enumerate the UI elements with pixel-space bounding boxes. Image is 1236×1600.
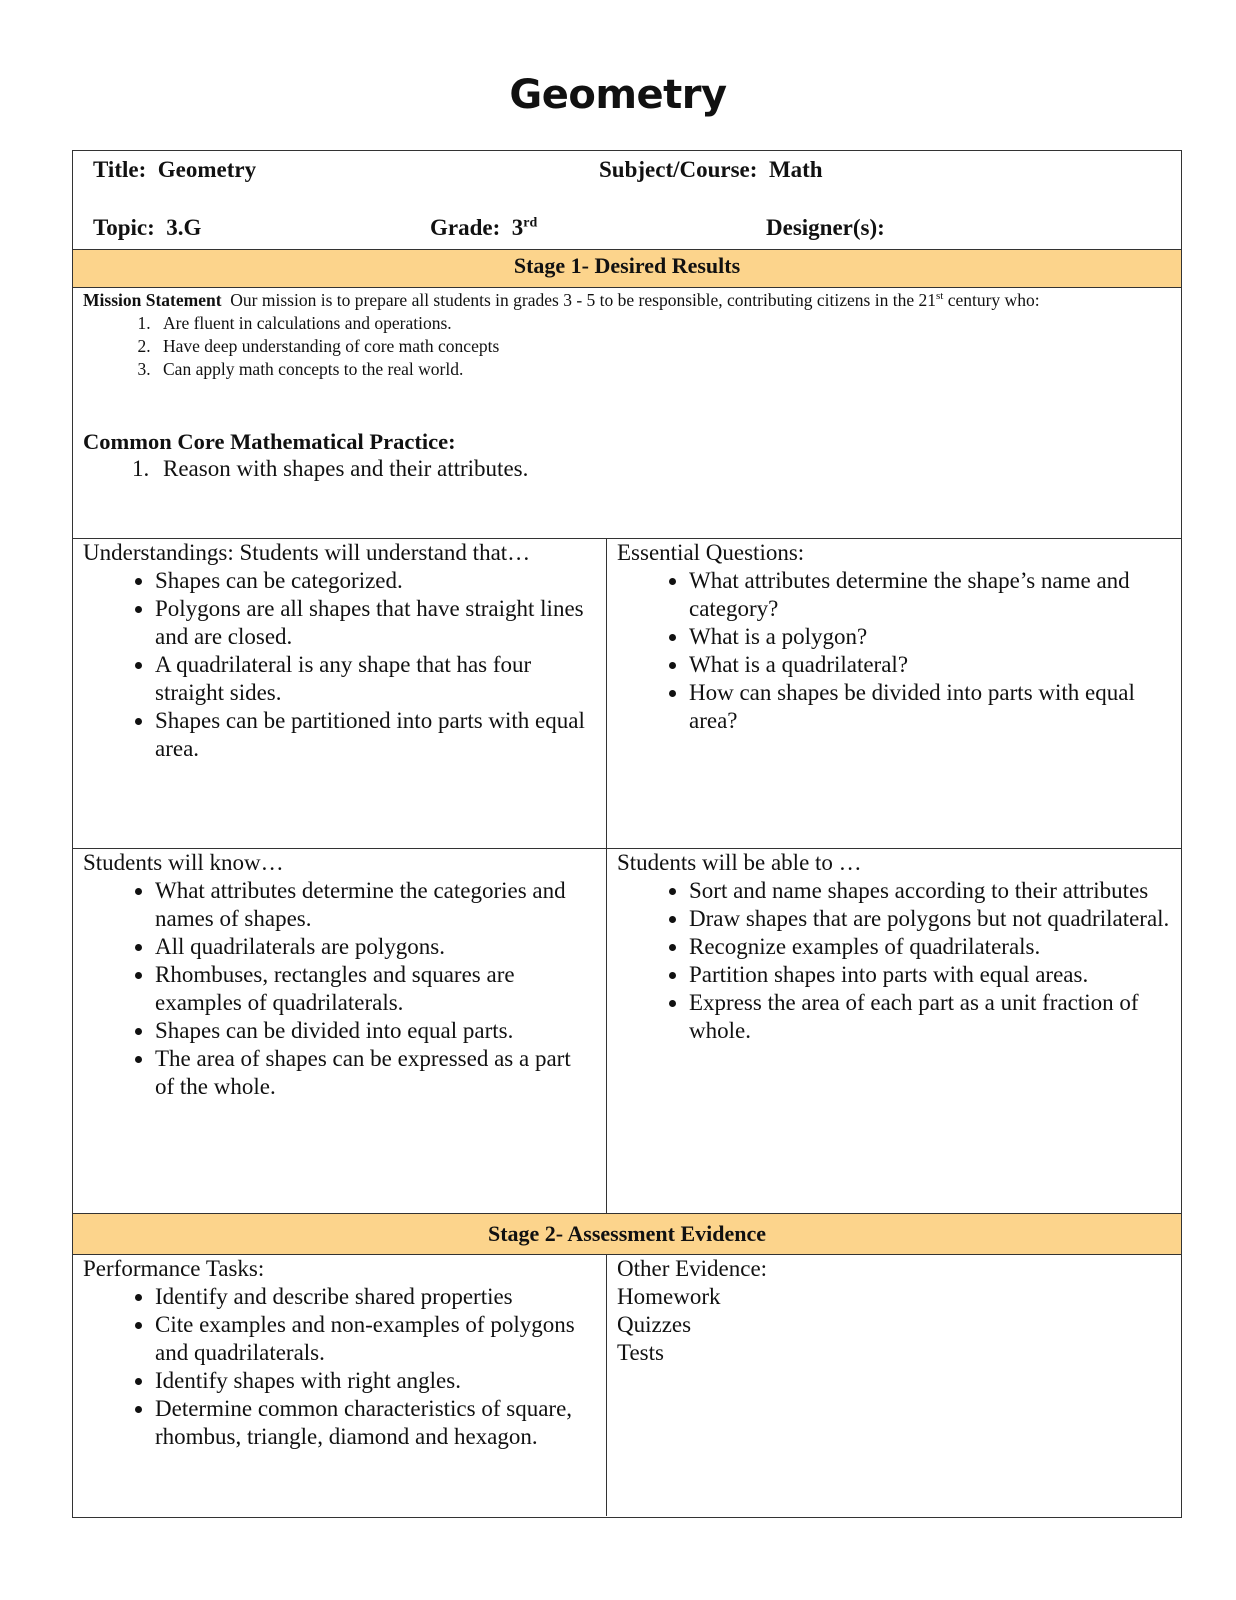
understandings-lead: Understandings: Students will understand that… [83,540,531,565]
list-item: 1. Reason with shapes and their attributes. [155,455,1173,483]
practice-heading: Common Core Mathematical Practice: [83,429,456,454]
list-item: Tests [617,1340,664,1365]
divider [73,287,1181,288]
understandings-list [83,567,593,763]
know-list [83,877,593,1101]
know-lead: Students will know… [83,850,284,875]
list-item: • All quadrilaterals are polygons. [155,933,593,961]
list-item: • What is a polygon? [689,623,1177,651]
title-field [93,157,256,183]
list-item: • A quadrilateral is any shape that has four straight sides. [155,651,593,707]
list-item: • Determine common characteristics of square, rhombus, triangle, diamond and hexagon. [155,1395,593,1451]
list-item: • Recognize examples of quadrilaterals. [689,933,1177,961]
list-item: • How can shapes be divided into parts with equal area? [689,679,1177,735]
list-item: Homework [617,1284,721,1309]
grade-field [430,215,537,241]
stage2-heading: Stage 2- Assessment Evidence [73,1214,1181,1254]
grade-value: 3 [511,215,524,240]
list-item: • Identify shapes with right angles. [155,1367,593,1395]
topic-label: Topic: [93,215,155,240]
questions-list [617,567,1177,735]
other-list [617,1283,1177,1367]
title-label: Title: [93,157,147,182]
tasks-cell [83,1255,593,1451]
practice-list [83,455,1173,483]
list-item: • Partition shapes into parts with equal areas. [689,961,1177,989]
list-item: • Shapes can be categorized. [155,567,593,595]
list-item: • What attributes determine the shape’s name and category? [689,567,1177,623]
tasks-lead: Performance Tasks: [83,1256,265,1281]
list-item: • Express the area of each part as a unit fraction of whole. [689,989,1177,1045]
mission-sup: st [935,290,944,303]
stage1-heading: Stage 1- Desired Results [73,250,1181,287]
understandings-cell [83,539,593,763]
list-item: • Identify and describe shared properties [155,1283,593,1311]
grade-suffix: rd [523,215,538,231]
practice-section [83,429,1173,483]
column-divider [606,1254,607,1516]
mission-text-cont: century who: [947,290,1040,310]
list-item: Quizzes [617,1312,692,1337]
able-lead: Students will be able to … [617,850,862,875]
other-evidence-cell [617,1255,1177,1367]
list-item: • Polygons are all shapes that have straight lines and are closed. [155,595,593,651]
list-item: • Rhombuses, rectangles and squares are examples of quadrilaterals. [155,961,593,1017]
list-item: • The area of shapes can be expressed as a part of the whole. [155,1045,593,1101]
mission-text: Our mission is to prepare all students in grades 3 - 5 to be responsible, contributing citizens in the 21 [230,290,936,310]
column-divider [606,538,607,1213]
mission-list [83,312,1173,381]
questions-cell [617,539,1177,735]
unit-plan-table [72,150,1182,1518]
know-cell [83,849,593,1101]
designer-label: Designer(s): [766,215,885,240]
topic-value: 3.G [166,215,202,240]
list-item: 3. Can apply math concepts to the real world. [155,358,1173,381]
list-item: 1. Are fluent in calculations and operations. [155,312,1173,335]
other-lead: Other Evidence: [617,1256,768,1281]
subject-value: Math [768,157,823,182]
list-item: • Sort and name shapes according to their attributes [689,877,1177,905]
list-item: • Shapes can be divided into equal parts. [155,1017,593,1045]
document-title: Geometry [509,72,727,118]
list-item: • Shapes can be partitioned into parts with equal area. [155,707,593,763]
topic-field [93,215,201,241]
tasks-list [83,1283,593,1451]
list-item: • What attributes determine the categories and names of shapes. [155,877,593,933]
title-value: Geometry [157,157,257,182]
grade-label: Grade: [430,215,501,240]
mission-statement [83,289,1173,381]
list-item: • Draw shapes that are polygons but not quadrilateral. [689,905,1177,933]
mission-label: Mission Statement [83,290,222,310]
list-item: • What is a quadrilateral? [689,651,1177,679]
list-item: • Cite examples and non-examples of polygons and quadrilaterals. [155,1311,593,1367]
able-cell [617,849,1177,1045]
able-list [617,877,1177,1045]
subject-field [599,157,823,183]
list-item: 2. Have deep understanding of core math concepts [155,335,1173,358]
designer-field [766,215,885,241]
questions-lead: Essential Questions: [617,540,805,565]
subject-label: Subject/Course: [599,157,758,182]
